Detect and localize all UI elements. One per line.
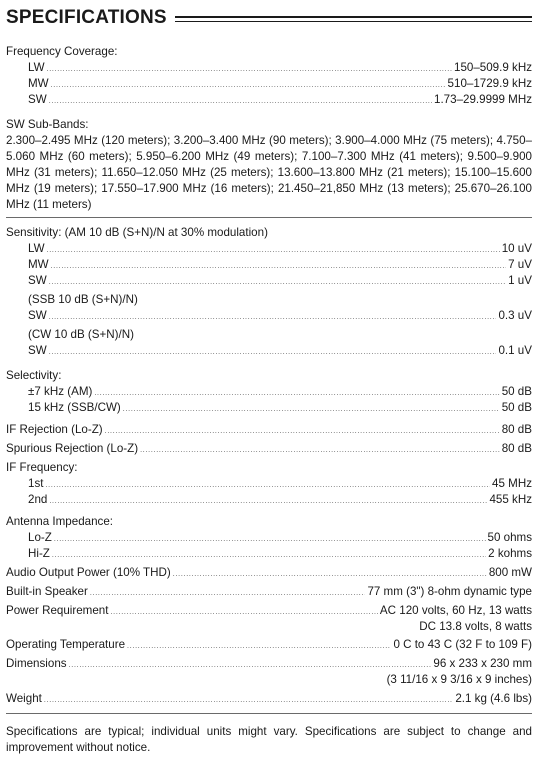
spec-label: Audio Output Power (10% THD)	[6, 565, 171, 579]
spec-label: Dimensions	[6, 657, 67, 671]
dot-leader	[54, 530, 486, 546]
divider	[6, 217, 532, 218]
spec-row-selectivity-am	[6, 384, 532, 400]
spec-value: 2.1 kg (4.6 lbs)	[455, 692, 532, 706]
spec-label: Operating Temperature	[6, 638, 126, 652]
antenna-impedance-label: Antenna Impedance:	[6, 514, 113, 528]
ssb-sensitivity-label: (SSB 10 dB (S+N)/N)	[28, 292, 138, 306]
spec-label: SW	[28, 308, 47, 322]
spec-label: 2nd	[28, 492, 48, 506]
spec-label: Spurious Rejection (Lo-Z)	[6, 441, 139, 455]
spec-row-spurious-rejection	[6, 441, 532, 457]
if-frequency-section	[6, 460, 532, 508]
dot-leader	[173, 565, 487, 581]
sw-subbands-text: 2.300–2.495 MHz (120 meters); 3.200–3.400 MHz (90 meters); 3.900–4.000 MHz (75 meters); 4.750–5.060 MHz (60 meters); 5.950–6.200 MHz (49 meters); 7.100–7.300 MHz (41 meters); 9.500–9.900 MHz (31 meters); 11.650–12.050 MHz (25 meters); 13.600–13.800 MHz (21 meters); 15.100–15.600 MHz (19 meters); 17.550–17.900 MHz (16 meters); 21.450–21,850 MHz (13 meters); 25.670–26.100 MHz (11 meters)	[6, 133, 532, 211]
spec-row-audio-output	[6, 565, 532, 581]
spec-row-mw-sensitivity	[6, 257, 532, 273]
spec-label: Hi-Z	[28, 546, 50, 560]
spec-label: MW	[28, 76, 49, 90]
spec-value: 80 dB	[501, 422, 532, 436]
spec-label: SW	[28, 343, 47, 357]
spec-row-power	[6, 603, 532, 619]
spec-label: Weight	[6, 692, 42, 706]
cw-sensitivity-label: (CW 10 dB (S+N)/N)	[28, 327, 134, 341]
spec-label: ±7 kHz (AM)	[28, 384, 93, 398]
spec-row-hi-z	[6, 546, 532, 562]
spec-value: 510–1729.9 kHz	[447, 76, 532, 90]
dot-leader	[47, 241, 500, 257]
spec-label: SW	[28, 92, 47, 106]
spec-value: 1.73–29.9999 MHz	[434, 92, 532, 106]
dot-leader	[51, 76, 446, 92]
dot-leader	[127, 637, 391, 653]
spec-row-sw-coverage	[6, 92, 532, 108]
title-rule	[175, 16, 532, 22]
dot-leader	[49, 492, 487, 508]
sw-subbands-label: SW Sub-Bands:	[6, 117, 89, 131]
spec-label: SW	[28, 273, 47, 287]
spec-value: AC 120 volts, 60 Hz, 13 watts	[379, 603, 532, 617]
dot-leader	[123, 400, 500, 416]
dot-leader	[44, 691, 453, 707]
spec-value: 50 ohms	[487, 530, 532, 544]
spec-value: 96 x 233 x 230 mm	[433, 657, 532, 671]
spec-label: Built-in Speaker	[6, 584, 88, 598]
spec-value: 50 dB	[501, 384, 532, 398]
spec-row-selectivity-ssb	[6, 400, 532, 416]
dot-leader	[140, 441, 500, 457]
spec-value: 7 uV	[508, 257, 532, 271]
spec-value: 800 mW	[488, 565, 532, 579]
frequency-coverage-section	[6, 44, 532, 108]
spec-label: LW	[28, 60, 45, 74]
spec-value: 50 dB	[501, 400, 532, 414]
spec-row-speaker	[6, 584, 532, 600]
spec-value: 0 C to 43 C (32 F to 109 F)	[393, 638, 532, 652]
spec-label: MW	[28, 257, 49, 271]
spec-value: 80 dB	[501, 441, 532, 455]
frequency-coverage-label: Frequency Coverage:	[6, 45, 118, 58]
dot-leader	[105, 422, 500, 438]
title-row	[6, 6, 532, 30]
spec-row-if-rejection	[6, 422, 532, 438]
if-frequency-label: IF Frequency:	[6, 460, 78, 474]
spec-row-mw-coverage	[6, 76, 532, 92]
dot-leader	[49, 343, 497, 359]
spec-label: IF Rejection (Lo-Z)	[6, 422, 103, 436]
spec-label: LW	[28, 241, 45, 255]
selectivity-label: Selectivity:	[6, 368, 62, 382]
spec-row-if-2nd	[6, 492, 532, 508]
spec-value: 0.3 uV	[498, 308, 532, 322]
spec-value-secondary: (3 11/16 x 9 3/16 x 9 inches)	[386, 673, 532, 687]
spec-row-if-1st	[6, 476, 532, 492]
spec-row-sw-sensitivity	[6, 273, 532, 289]
spec-value: 2 kohms	[488, 546, 532, 560]
divider	[6, 713, 532, 714]
spec-row-lw-sensitivity	[6, 241, 532, 257]
spec-value: 10 uV	[501, 241, 532, 255]
sensitivity-label: Sensitivity: (AM 10 dB (S+N)/N at 30% modulation)	[6, 225, 268, 239]
spec-value: 150–509.9 kHz	[454, 60, 532, 74]
spec-value: 455 kHz	[489, 492, 532, 506]
footer-note: Specifications are typical; individual units might vary. Specifications are subject to change and improvement without notice.	[6, 725, 532, 755]
spec-row-dimensions	[6, 656, 532, 672]
spec-value: 77 mm (3") 8-ohm dynamic type	[367, 584, 532, 598]
dot-leader	[51, 257, 507, 273]
dot-leader	[49, 273, 506, 289]
dot-leader	[49, 308, 497, 324]
spec-row-temperature	[6, 637, 532, 653]
selectivity-section	[6, 368, 532, 416]
spec-row-cw-sensitivity	[6, 343, 532, 359]
dot-leader	[90, 584, 366, 600]
spec-label: 15 kHz (SSB/CW)	[28, 400, 121, 414]
spec-row-lw-coverage	[6, 60, 532, 76]
spec-row-lo-z	[6, 530, 532, 546]
antenna-impedance-section	[6, 514, 532, 562]
spec-label: Power Requirement	[6, 603, 109, 617]
spec-row-weight	[6, 691, 532, 707]
spec-value: 0.1 uV	[498, 343, 532, 357]
dot-leader	[69, 656, 432, 672]
spec-value: 45 MHz	[492, 476, 532, 490]
spec-row-ssb-sensitivity	[6, 308, 532, 324]
spec-value: 1 uV	[508, 273, 532, 287]
sensitivity-section	[6, 225, 532, 359]
dot-leader	[49, 92, 432, 108]
dot-leader	[47, 60, 452, 76]
spec-label: 1st	[28, 476, 44, 490]
dot-leader	[45, 476, 490, 492]
page-title: SPECIFICATIONS	[6, 6, 167, 28]
dot-leader	[52, 546, 486, 562]
dot-leader	[110, 603, 377, 619]
sw-subbands-section	[6, 117, 532, 213]
spec-label: Lo-Z	[28, 530, 52, 544]
spec-value-secondary: DC 13.8 volts, 8 watts	[419, 619, 532, 633]
dot-leader	[94, 384, 499, 400]
